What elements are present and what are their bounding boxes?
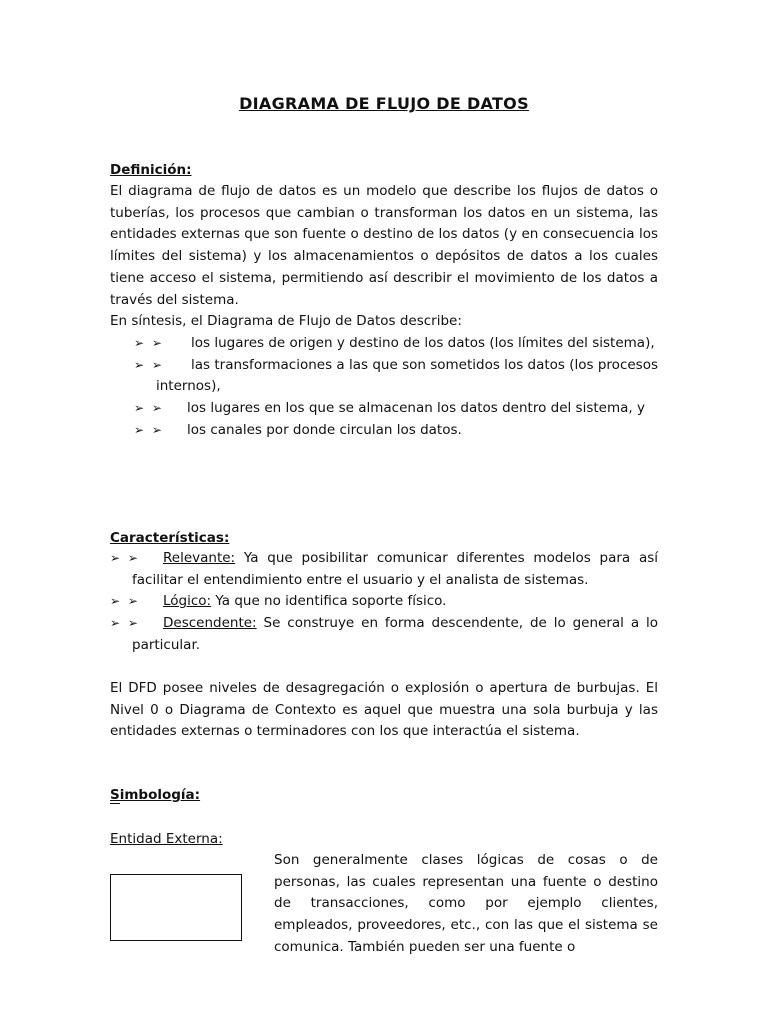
bullet-arrow-icon: ➢ ➢ bbox=[134, 336, 164, 350]
document-title: DIAGRAMA DE FLUJO DE DATOS bbox=[239, 94, 529, 113]
external-entity-label: Entidad Externa: bbox=[110, 831, 223, 847]
characteristics-list bbox=[110, 548, 658, 657]
term-logico: Lógico: bbox=[163, 593, 212, 610]
bullet-arrow-icon: ➢ ➢ bbox=[110, 594, 140, 609]
symbology-heading: Simbología: bbox=[110, 787, 201, 803]
list-item bbox=[134, 420, 658, 442]
term-description: Ya que posibilitar comunicar diferentes modelos para así facilitar el entendimiento entre el usuario y el analista de sistemas. bbox=[132, 550, 658, 588]
bullet-text: los lugares en los que se almacenan los datos dentro del sistema, y bbox=[187, 400, 645, 417]
characteristics-heading: Características: bbox=[110, 530, 230, 546]
bullet-arrow-icon: ➢ ➢ bbox=[134, 401, 164, 416]
list-item bbox=[110, 548, 658, 591]
term-descendente: Descendente: bbox=[163, 615, 257, 632]
term-description: Se construye en forma descendente, de lo general a lo particular. bbox=[132, 615, 658, 653]
dfd-levels-paragraph: El DFD posee niveles de desagregación o explosión o apertura de burbujas. El Nivel 0 o Diagrama de Contexto es aquel que muestra una sola burbuja y las entidades externas o terminadores con los que interactúa el sistema. bbox=[110, 680, 658, 740]
definition-bullet-list bbox=[134, 333, 658, 442]
term-relevante: Relevante: bbox=[163, 550, 236, 566]
list-item bbox=[134, 398, 658, 420]
external-entity-symbol bbox=[110, 874, 242, 941]
list-item bbox=[134, 333, 658, 355]
bullet-arrow-icon: ➢ ➢ bbox=[110, 551, 140, 565]
external-entity-description: Son generalmente clases lógicas de cosas o de personas, las cuales representan una fuente o destino de transacciones, como por ejemplo clientes, empleados, proveedores, etc., con las que el sistema se comunica. También pueden ser una fuente o bbox=[274, 852, 658, 955]
list-item bbox=[134, 355, 658, 398]
list-item bbox=[110, 613, 658, 656]
definition-heading: Definición: bbox=[110, 162, 192, 178]
bullet-text: las transformaciones a las que son sometidos los datos (los procesos internos), bbox=[156, 356, 658, 395]
divider bbox=[110, 803, 120, 804]
synthesis-line: En síntesis, el Diagrama de Flujo de Datos describe: bbox=[110, 313, 462, 329]
bullet-text: los canales por donde circulan los datos. bbox=[187, 421, 462, 438]
list-item bbox=[110, 591, 658, 613]
bullet-arrow-icon: ➢ ➢ bbox=[134, 422, 164, 437]
bullet-arrow-icon: ➢ ➢ bbox=[134, 357, 164, 372]
definition-paragraph: El diagrama de flujo de datos es un modelo que describe los flujos de datos o tuberías, los procesos que cambian o transforman los datos en un sistema, las entidades externas que son fuente o destino de los datos (y en consecuencia los límites del sistema) y los almacenamientos o depósitos de datos a los cuales tiene acceso el sistema, permitiendo así describir el movimiento de los datos a través del sistema. bbox=[110, 183, 658, 308]
bullet-text: los lugares de origen y destino de los datos (los límites del sistema), bbox=[191, 335, 655, 351]
term-description: Ya que no identifica soporte físico. bbox=[211, 593, 447, 610]
bullet-arrow-icon: ➢ ➢ bbox=[110, 616, 140, 631]
